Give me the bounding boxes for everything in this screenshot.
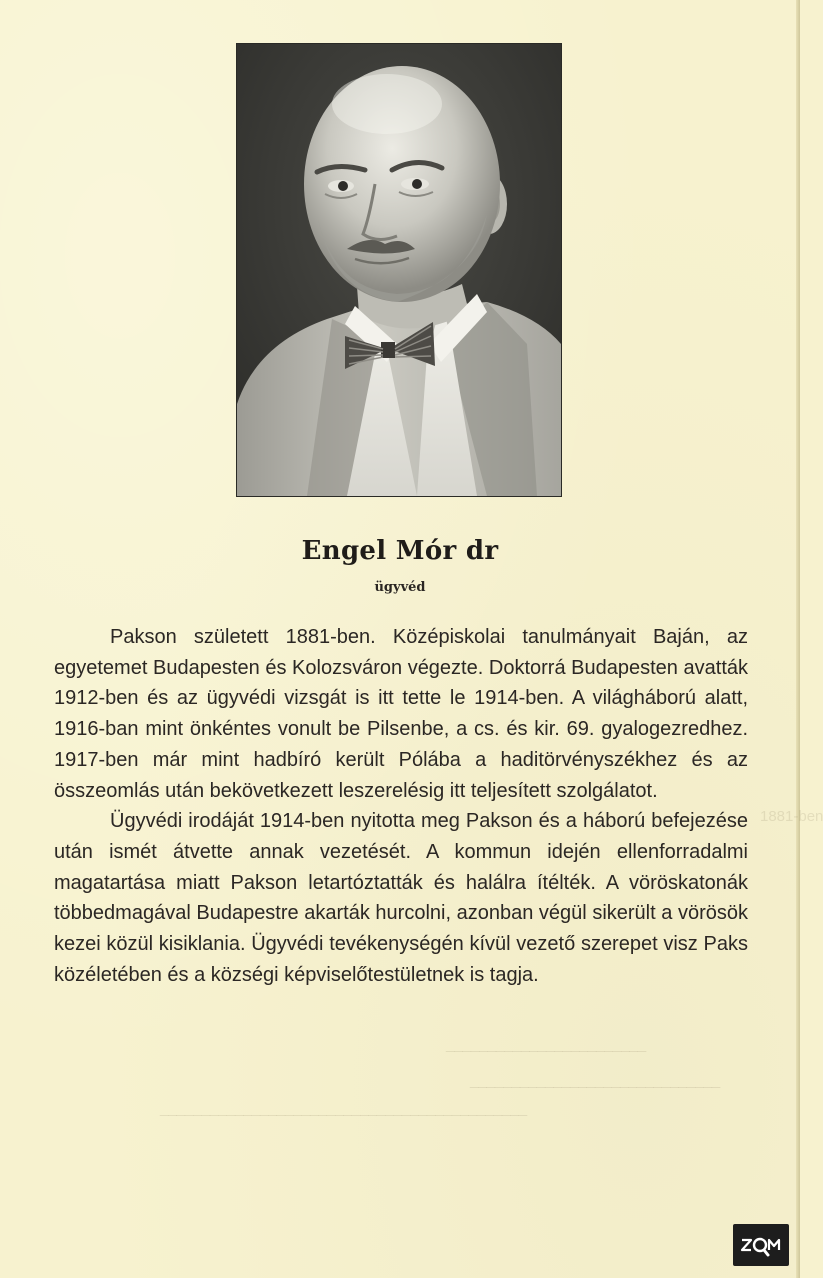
bleed-through-text: ______________________________ (470, 1072, 721, 1089)
zoom-logo (733, 1224, 789, 1266)
person-name: Engel Mór dr (301, 536, 499, 566)
zoom-magnifier-icon (733, 1224, 789, 1266)
biography-paragraph: Pakson született 1881-ben. Középiskolai tanulmányait Baján, az egyetemet Budapesten és Kolozsváron végezte. Doktorrá Budapesten avatták 1912-ben és az ügyvédi vizsgát is itt tette le 1914-ben. A világháború alatt, 1916-ban mint önkéntes vonult be Pilsenbe, a cs. és kir. 69. gyalogezredhez. 1917-ben már mint hadbíró került Pólába a haditörvényszékhez és az összeomlás után bekövetkezett leszerelésig itt teljesített szolgálatot. (54, 626, 748, 802)
bleed-through-text: 1881-ben (760, 808, 823, 825)
portrait-photo (236, 43, 562, 497)
biography-paragraph: Ügyvédi irodáját 1914-ben nyitotta meg Pakson és a háború befejezése után ismét átvette annak vezetését. A kommun idején ellenforradalmi magatartása miatt Pakson letartóztatták és halálra ítélték. A vöröskatonák többedmagával Budapestre akarták hurcolni, azonban végül sikerült a vörösök kezei közül kisiklania. Ügyvédi tevékenységén kívül vezető szerepet visz Paks közéletében és a községi képviselőtestületnek is tagja. (54, 810, 748, 986)
biography-text (54, 622, 748, 990)
page-edge (796, 0, 800, 1278)
person-profession: ügyvéd (374, 580, 426, 595)
bleed-through-text: ________________________ (446, 1036, 647, 1053)
bleed-through-text: ____________________________________________ (160, 1100, 528, 1117)
